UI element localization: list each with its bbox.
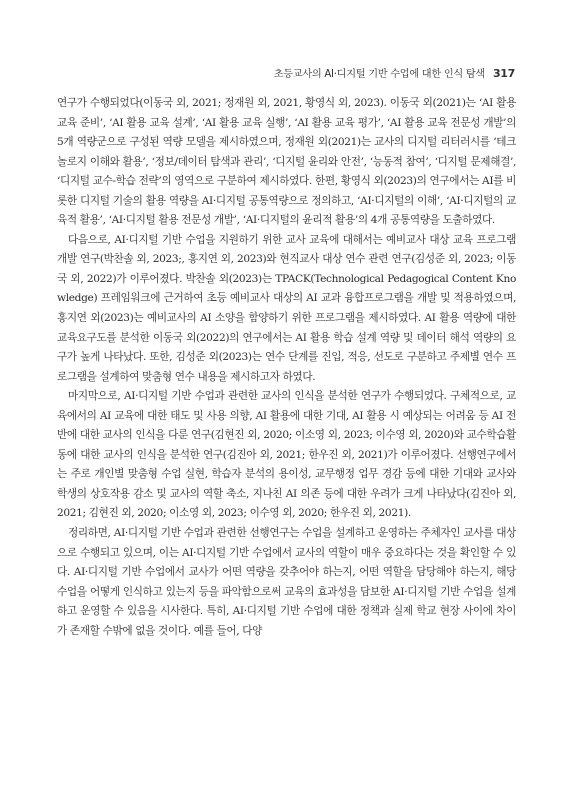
paragraph-2: 다음으로, AI·디지털 기반 수업을 지원하기 위한 교사 교육에 대해서는 예비교사 대상 교육 프로그램 개발 연구(박찬솔 외, 2023;, 홍지연 외, 2023)와 현직교사 대상 연수 관련 연구(김성준 외, 2023; 이동국 외, 2022)가 이루어졌다. 박찬솔 외(2023)는 TPACK(Technological Pedagogical Content Knowledge) 프레임워크에 근거하여 초등 예비교사 대상의 AI 교과 융합프로그램을 개발 및 적용하였으며, 홍지연 외(2023)는 예비교사의 AI 소양을 함양하기 위한 프로그램을 제시하였다. AI 활용 역량에 대한 교육요구도를 분석한 이동국 외(2022)의 연구에서는 AI 활용 학습 설계 역량 및 데이터 해석 역량의 요구가 높게 나타났다. 또한, 김성준 외(2023)는 연수 단계를 진입, 적응, 선도로 구분하고 주제별 연수 프로그램을 설계하여 맞춤형 연수 내용을 제시하고자 하였다.	[57, 233, 516, 383]
page-number: 317	[492, 67, 515, 80]
paragraph-1: 연구가 수행되었다(이동국 외, 2021; 정재원 외, 2021, 황영식 외, 2023). 이동국 외(2021)는 ‘AI 활용 교육 준비’, ‘AI 활용 교육 설계’, ‘AI 활용 교육 실행’, ‘AI 활용 교육 평가’, ‘AI 활용 교육 전문성 개발’의 5개 역량군으로 구성된 역량 모델을 제시하였으며, 정재원 외(2021)는 교사의 디지털 리터러시를 ‘테크놀로지 이해와 활용’, ‘정보/데이터 탐색과 관리’, ‘디지털 윤리와 안전’, ‘능동적 참여’, ‘디지털 문제해결’, ‘디지털 교수-학습 전략’의 영역으로 구분하여 제시하였다. 한편, 황영식 외(2023)의 연구에서는 AI를 비롯한 디지털 기술의 활용 역량을 AI·디지털 공통역량으로 정의하고, ‘AI·디지털의 이해’, ‘AI·디지털의 교육적 활용’, ‘AI·디지털 활용 전문성 개발’, ‘AI·디지털의 윤리적 활용’의 4개 공통역량을 도출하였다.	[57, 97, 516, 227]
paragraph-4: 정리하면, AI·디지털 기반 수업과 관련한 선행연구는 수업을 설계하고 운영하는 주체자인 교사를 대상으로 수행되고 있으며, 이는 AI·디지털 기반 수업에서 교사의 역할이 매우 중요하다는 것을 확인할 수 있다. AI·디지털 기반 수업에서 교사가 어떤 역량을 갖추어야 하는지, 어떤 역할을 담당해야 하는지, 해당 수업을 어떻게 인식하고 있는지 등을 파악함으로써 교육의 효과성을 담보한 AI·디지털 기반 수업을 설계하고 운영할 수 있음을 시사한다. 특히, AI·디지털 기반 수업에 대한 정책과 실제 학교 현장 사이에 차이가 존재할 수밖에 없을 것이다. 예를 들어, 다양	[57, 527, 516, 637]
running-head-title: 초등교사의 AI·디지털 기반 수업에 대한 인식 탐색	[273, 69, 485, 80]
body-text	[57, 94, 516, 641]
paragraph-3: 마지막으로, AI·디지털 기반 수업과 관련한 교사의 인식을 분석한 연구가 수행되었다. 구체적으로, 교육에서의 AI 교육에 대한 태도 및 사용 의향, AI 활용에 대한 기대, AI 활용 시 예상되는 어려움 등 AI 전반에 대한 교사의 인식을 다룬 연구(김현진 외, 2020; 이소영 외, 2023; 이수영 외, 2020)와 교수학습활동에 대한 교사의 인식을 분석한 연구(김진아 외, 2021; 한우진 외, 2021)가 이루어졌다. 선행연구에서는 주로 개인별 맞춤형 수업 실현, 학습자 분석의 용이성, 교무행정 업무 경감 등에 대한 기대와 교사와 학생의 상호작용 감소 및 교사의 역할 축소, 지나친 AI 의존 등에 대한 우려가 크게 나타났다(김진아 외, 2021; 김현진 외, 2020; 이소영 외, 2023; 이수영 외, 2020; 한우진 외, 2021).	[57, 390, 516, 520]
running-head	[274, 65, 515, 80]
